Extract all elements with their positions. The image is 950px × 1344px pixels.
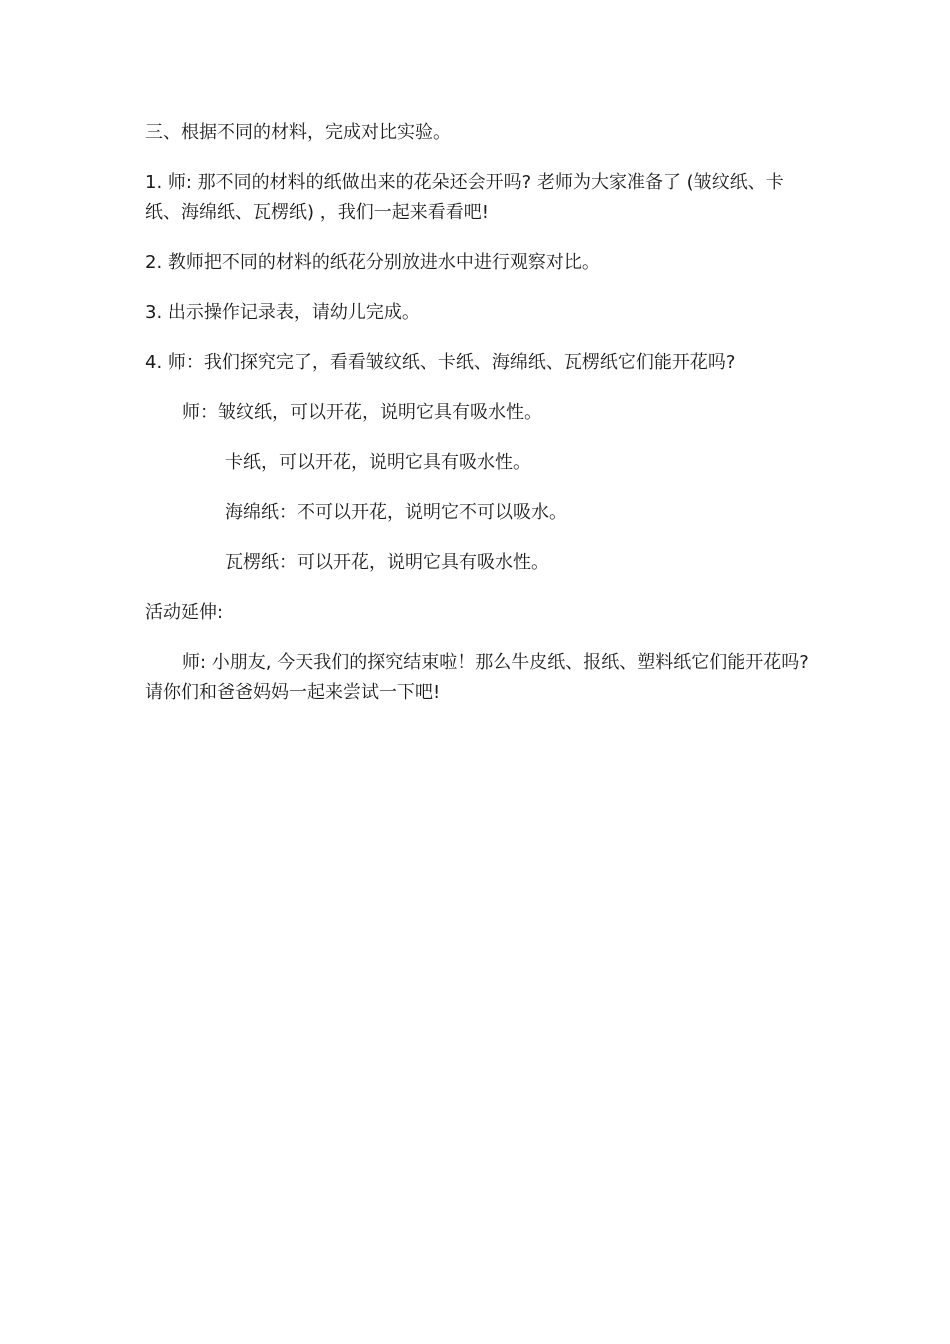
answer-sponge-paper: 海绵纸：不可以开花，说明它不可以吸水。 <box>225 502 567 523</box>
answer-crepe-paper: 师：皱纹纸，可以开花，说明它具有吸水性。 <box>182 402 542 423</box>
step-1: 1. 师: 那不同的材料的纸做出来的花朵还会开吗? 老师为大家准备了 (皱纹纸、卡纸、海绵纸、瓦楞纸) ，我们一起来看看吧! <box>145 172 784 223</box>
extension-text: 师: 小朋友, 今天我们的探究结束啦！那么牛皮纸、报纸、塑料纸它们能开花吗? 请你们和爸爸妈妈一起来尝试一下吧! <box>145 652 809 703</box>
extension-label: 活动延伸: <box>145 602 224 623</box>
answer-card-paper: 卡纸，可以开花，说明它具有吸水性。 <box>225 452 531 473</box>
section-title: 三、根据不同的材料，完成对比实验。 <box>145 122 451 143</box>
step-3: 3. 出示操作记录表，请幼儿完成。 <box>145 302 420 323</box>
step-4: 4. 师：我们探究完了，看看皱纹纸、卡纸、海绵纸、瓦楞纸它们能开花吗? <box>145 352 736 373</box>
answer-corrugated-paper: 瓦楞纸：可以开花，说明它具有吸水性。 <box>225 552 549 573</box>
step-2: 2. 教师把不同的材料的纸花分别放进水中进行观察对比。 <box>145 252 600 273</box>
document-body <box>145 118 815 728</box>
